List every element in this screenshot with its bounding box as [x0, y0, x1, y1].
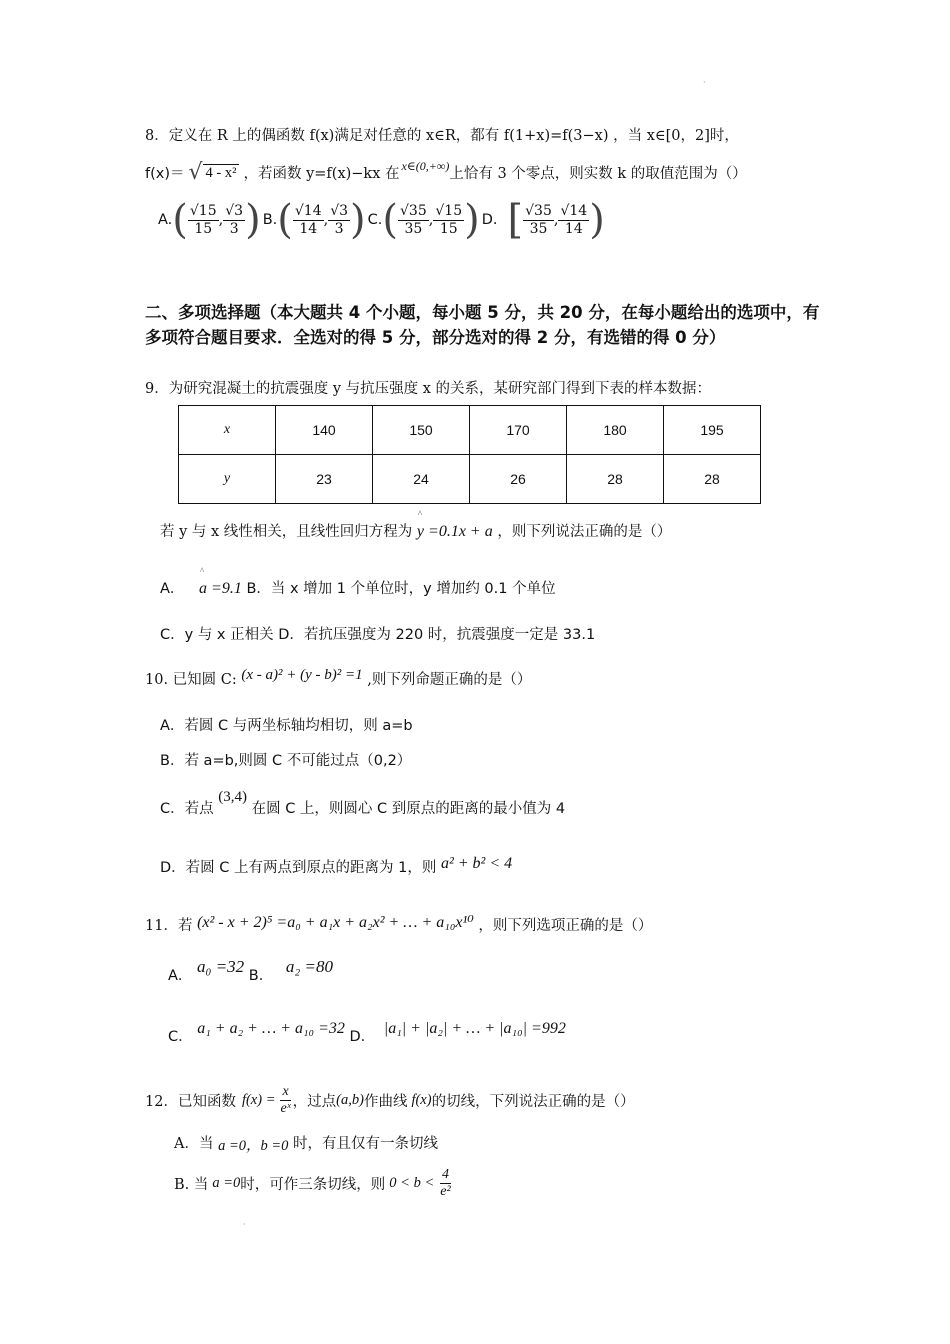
q12-fraction: $\frac{x}{\text{eˣ}}$ — [280, 1084, 291, 1117]
q8-opt-c-frac2: $\frac{√15}{15}$ — [435, 203, 463, 237]
q8-sqrt — [189, 160, 240, 185]
page-speck: · — [243, 1220, 246, 1229]
q11-expansion: (x² - x + 2)⁵ =a₀ + a₁x + a₂x² + … + a₁₀x¹⁰ — [197, 914, 474, 931]
q11-opt-d-math: |a₁| + |a₂| + … + |a₁₀| =992 — [383, 1020, 566, 1037]
q12-stem-mid: ，过点 — [292, 1094, 337, 1111]
q12-opt-b-math: a =0 — [212, 1175, 241, 1192]
section-2-title: 二、多项选择题（本大题共 4 个小题，每小题 5 分，共 20 分，在每小题给出的选项中，有多项符合题目要求．全选对的得 5 分，部分选对的得 2 分，有选错的得 0 分） — [145, 303, 820, 347]
q12-opt-a-suffix: 时，有且仅有一条切线 — [293, 1136, 439, 1152]
q8-opt-d-frac1: $\frac{√35}{35}$ — [525, 203, 552, 237]
open-bracket-icon: [ — [507, 197, 524, 243]
table-cell: 195 — [664, 406, 761, 455]
table-cell: 28 — [567, 455, 664, 504]
q8-interval: x∈(0,+∞) — [401, 159, 450, 173]
q11-opt-c-label: C． — [168, 1029, 193, 1045]
open-paren-icon: ( — [172, 197, 188, 243]
q10-opt-c-prefix: C．若点 — [160, 801, 214, 817]
table-cell: 140 — [276, 406, 373, 455]
q8-fx-label: f(x)＝ — [145, 166, 185, 182]
open-paren-icon: ( — [382, 197, 398, 243]
q9-opt-b: B．当 x 增加 1 个单位时，y 增加约 0.1 个单位 — [246, 581, 556, 597]
q11-opt-b-math: a₂ =80 — [285, 957, 333, 976]
q8-opt-d-label: D. — [481, 212, 498, 228]
q8-opt-d-frac2: $\frac{√14}{14}$ — [560, 203, 588, 237]
q12-opt-b-prefix: B. 当 — [174, 1177, 209, 1194]
close-paren-icon: ) — [464, 197, 480, 243]
q12-curve: f(x) — [411, 1092, 432, 1109]
q9-opt-c: C．y 与 x 正相关 — [160, 627, 274, 643]
table-cell: 180 — [567, 406, 664, 455]
table-cell: 26 — [470, 455, 567, 504]
q12-opt-b-ineq: 0 < b < — [389, 1175, 435, 1192]
q12-opt-b — [174, 1167, 453, 1200]
q10-opt-d-prefix: D．若圆 C 上有两点到原点的距离为 1，则 — [160, 860, 437, 876]
q12-opt-b-fraction: $\frac{4}{\text{e²}}$ — [440, 1167, 451, 1200]
q9-stem: 9．为研究混凝土的抗震强度 y 与抗压强度 x 的关系，某研究部门得到下表的样本数据： — [145, 381, 712, 397]
table-cell: y — [179, 455, 276, 504]
q8-opt-a-label: A. — [158, 212, 173, 228]
q11-stem-suffix: ，则下列选项正确的是（） — [478, 918, 653, 934]
table-row — [179, 455, 761, 504]
q10-opt-b: B．若 a=b,则圆 C 不可能过点（0,2） — [160, 753, 412, 769]
table-cell: 24 — [373, 455, 470, 504]
q8-sqrt-expr: 4 - x² — [203, 164, 240, 182]
q10-opt-d-math: a² + b² < 4 — [440, 855, 513, 872]
q8-opt-c-label: C. — [367, 212, 383, 228]
q8-opt-b-frac1: $\frac{√14}{14}$ — [294, 203, 322, 237]
q12-stem-prefix: 12．已知函数 — [145, 1094, 236, 1111]
q10-stem — [145, 668, 531, 689]
q10-stem-prefix: 10. 已知圆 C: — [145, 672, 237, 688]
q8-opt-b-label: B. — [262, 212, 278, 228]
q8-line1: 8．定义在 R 上的偶函数 f(x)满足对任意的 x∈R，都有 f(1+x)=f(3−x) ，当 x∈[0，2]时， — [145, 128, 739, 144]
q12-stem-mid2: 作曲线 — [363, 1094, 408, 1111]
table-cell: x — [179, 406, 276, 455]
q9-option-cd — [160, 623, 595, 644]
q11-stem-prefix: 11．若 — [145, 918, 193, 934]
q11-option-cd — [168, 1020, 566, 1046]
q11-opt-b-label: B． — [248, 968, 274, 984]
q8-line2-mid: ，若函数 y=f(x)−kx 在 — [243, 166, 400, 182]
q12-fx: f(x) = — [241, 1092, 276, 1109]
q8-line2-suffix: 上恰有 3 个零点，则实数 k 的取值范围为（） — [449, 166, 747, 182]
q12-opt-b-mid: 时，可作三条切线，则 — [240, 1177, 386, 1194]
q10-circle-equation: (x - a)² + (y - b)² =1 — [241, 667, 363, 683]
close-paren-icon: ) — [245, 197, 261, 243]
q11-stem — [145, 914, 652, 935]
q11-opt-c-math: a₁ + a₂ + … + a₁₀ =32 — [197, 1020, 345, 1037]
q11-opt-d-label: D． — [349, 1029, 376, 1045]
q9-cond-prefix: 若 y 与 x 线性相关，且线性回归方程为 — [160, 524, 413, 540]
q12-opt-a-prefix: A．当 — [174, 1136, 214, 1152]
q11-option-ab — [168, 957, 333, 985]
q8-opt-c-frac1: $\frac{√35}{35}$ — [400, 203, 427, 237]
q12-opt-a — [174, 1132, 438, 1153]
q11-opt-a-label: A． — [168, 968, 193, 984]
table-row — [179, 406, 761, 455]
table-cell: 150 — [373, 406, 470, 455]
q10-opt-c — [160, 789, 566, 818]
q9-data-table — [178, 405, 761, 504]
q9-cond-suffix: ，则下列说法正确的是（） — [497, 524, 672, 540]
close-paren-icon: ) — [350, 197, 366, 243]
q9-regression-equation: ^ y =0.1x + a — [417, 523, 493, 541]
table-cell: 23 — [276, 455, 373, 504]
q8-opt-a-frac1: $\frac{√15}{15}$ — [189, 203, 217, 237]
q9-condition — [160, 520, 671, 541]
table-cell: 28 — [664, 455, 761, 504]
q9-opt-d: D．若抗压强度为 220 时，抗震强度一定是 33.1 — [278, 627, 596, 643]
q9-opt-a-math: ^ a =9.1 — [199, 580, 242, 598]
q12-opt-a-math: a =0，b =0 — [218, 1138, 289, 1154]
q8-opt-a-frac2: $\frac{√3}{3}$ — [225, 203, 244, 237]
q10-opt-c-point: (3,4) — [218, 789, 247, 805]
q8-line2 — [145, 160, 747, 185]
q10-opt-d — [160, 856, 512, 877]
close-paren-icon: ) — [589, 197, 605, 243]
q8-opt-b-frac2: $\frac{√3}{3}$ — [330, 203, 349, 237]
q10-opt-c-suffix: 在圆 C 上，则圆心 C 到原点的距离的最小值为 4 — [251, 801, 566, 817]
q8-options: A. ( $\frac{√15}{15}$ , $\frac{√3}{3}$ ) B. ( $\frac{√14}{14}$ , $\frac{√3}{3}$ ) C. ( $\frac{√35}{35}$ , $\frac{√15}{15}$ ) D. [ $\frac{√35}{35}$ , $\frac{√14}{14}$ ) — [158, 197, 605, 243]
q12-stem-suffix: 的切线，下列说法正确的是（） — [431, 1094, 635, 1111]
q12-stem — [145, 1084, 635, 1117]
q10-stem-suffix: ,则下列命题正确的是（） — [367, 672, 532, 688]
open-paren-icon: ( — [277, 197, 293, 243]
q9-opt-a-label: A． — [160, 581, 185, 597]
q9-option-ab — [160, 577, 556, 598]
q11-opt-a-math: a₀ =32 — [197, 957, 245, 976]
table-cell: 170 — [470, 406, 567, 455]
sqrt-radical-icon: √ — [188, 160, 203, 185]
q10-opt-a: A．若圆 C 与两坐标轴均相切，则 a=b — [160, 718, 413, 734]
q12-point: (a,b) — [336, 1092, 364, 1109]
page-speck: · — [703, 78, 706, 87]
